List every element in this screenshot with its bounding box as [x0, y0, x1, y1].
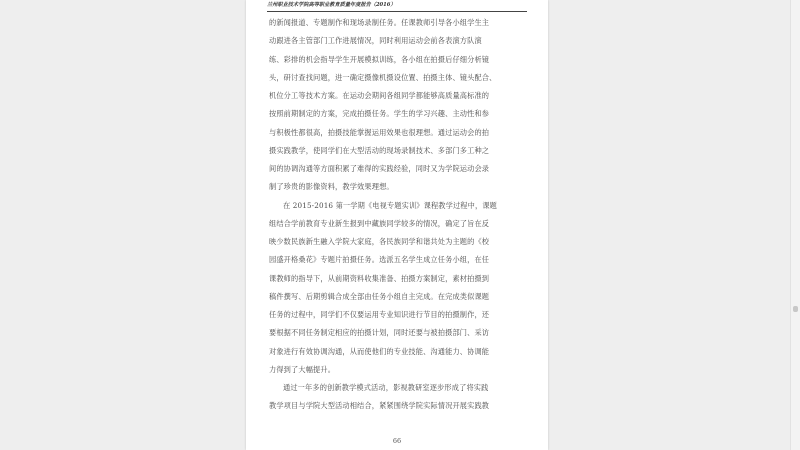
document-page: [246, 0, 548, 450]
scrollbar-thumb[interactable]: [793, 306, 798, 312]
text-line: 制了珍贵的影像资料，教学效果理想。: [269, 182, 394, 192]
vertical-scrollbar[interactable]: [790, 0, 800, 450]
text-line: 组结合学前教育专业新生报到中藏族同学较多的情况，确定了旨在反: [269, 218, 490, 228]
body-text: [269, 14, 525, 416]
text-line: 要根据不同任务制定相应的拍摄计划，同时还要与被拍摄部门、采访: [269, 328, 490, 338]
text-line: 摄实践教学，使同学们在大型活动的现场录制技术、多部门多工种之: [269, 145, 490, 155]
text-line: 动跟进各主管部门工作进展情况，同时利用运动会前各表演方队演: [269, 36, 482, 46]
text-line: 映少数民族新生融入学院大家庭，各民族同学和谐共处为主题的《校: [269, 237, 490, 246]
text-line: 课教师的指导下，从前期资料收集准备、拍摄方案制定，素材拍摄到: [269, 273, 490, 283]
text-line: 的新闻报道、专题制作和现场录制任务。任课教师引导各小组学生主: [269, 18, 490, 27]
header-rule: [267, 11, 527, 12]
text-line: 机位分工等技术方案。在运动会期间各组同学都能够高质量高标准的: [269, 91, 490, 100]
text-line: 通过一年多的创新教学模式活动，影视教研室逐步形成了将实践: [283, 383, 489, 392]
text-line: 稿件撰写、后期剪辑合成全部由任务小组自主完成。在完成类似课题: [269, 291, 490, 301]
text-line: 按照前期制定的方案，完成拍摄任务。学生的学习兴趣、主动性和参: [269, 109, 490, 119]
text-line: 在 2015-2016 第一学期《电视专题实训》课程教学过程中，课题: [283, 200, 497, 210]
text-line: 任务的过程中，同学们不仅要运用专业知识进行节目的拍摄制作，还: [269, 310, 490, 319]
text-line: 园盛开格桑花》专题片拍摄任务。选派五名学生成立任务小组，在任: [269, 255, 490, 265]
page-number: 66: [392, 437, 402, 445]
text-line: 教学项目与学院大型活动相结合，紧紧围绕学院实际情况开展实践教: [269, 401, 490, 411]
text-line: 头，研讨查找问题，进一确定摄像机摄设位置、拍摄主体、镜头配合、: [269, 72, 497, 82]
text-line: 对象进行有效协调沟通，从而使他们的专业技能、沟通能力、协调能: [269, 346, 490, 356]
text-line: 与积极性都很高，拍摄技能掌握运用效果也很理想。通过运动会的拍: [269, 127, 490, 137]
text-line: 练、彩排的机会指导学生开展模拟训练，各小组在拍摄后仔细分析镜: [269, 54, 490, 64]
text-line: 间的协调沟通等方面积累了难得的实践经验，同时又为学院运动会录: [269, 164, 490, 173]
text-line: 力得到了大幅提升。: [269, 364, 336, 374]
running-header: 兰州职业技术学院高等职业教育质量年度报告（2016）: [267, 2, 396, 8]
